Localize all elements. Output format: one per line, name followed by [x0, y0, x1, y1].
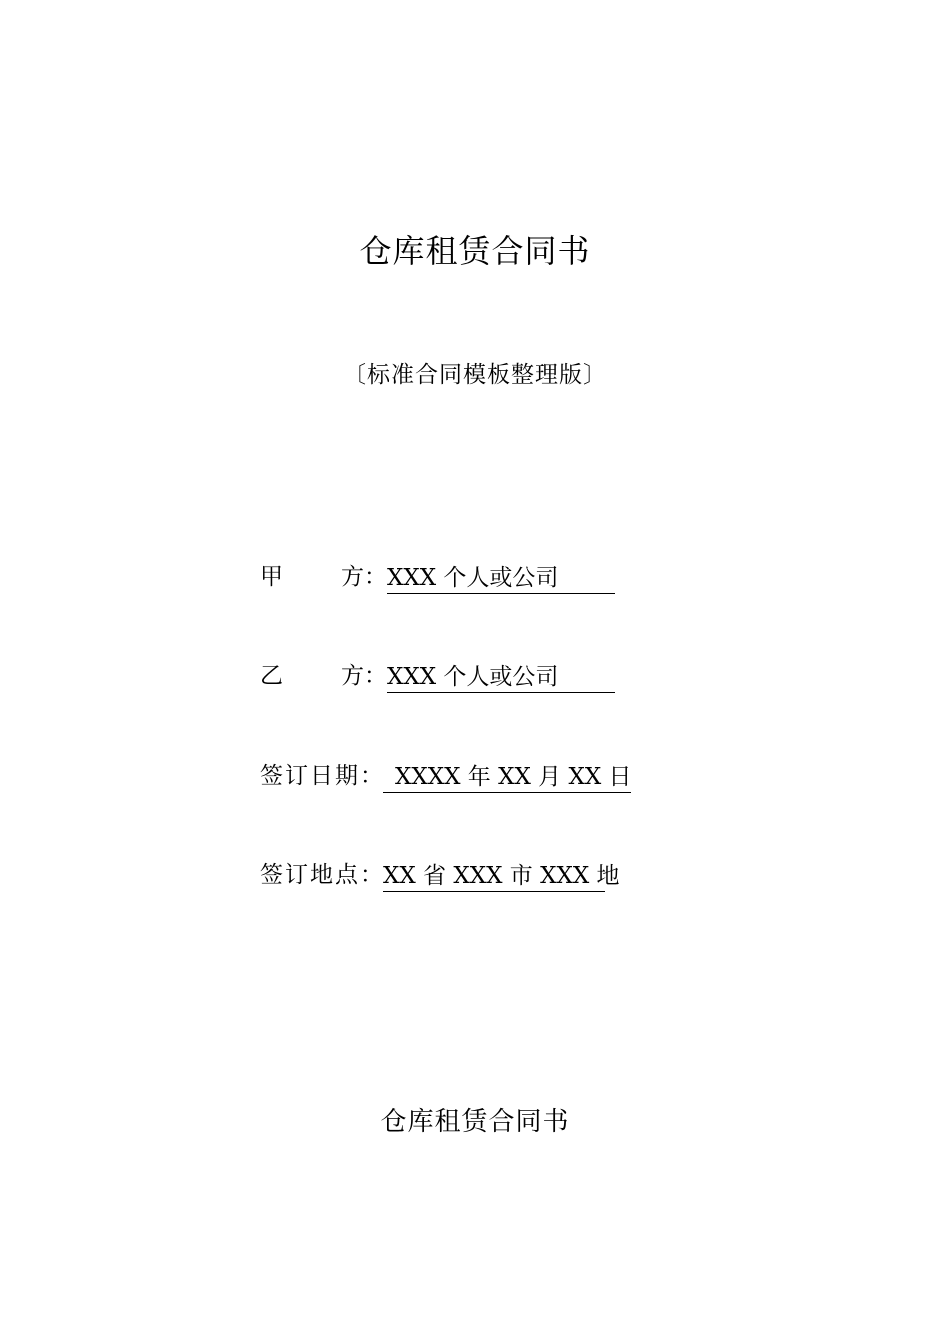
party-a-label-second: 方 — [341, 564, 364, 590]
second-page-title: 仓库租赁合同书 — [380, 1107, 570, 1137]
signing-place-colon: ： — [360, 862, 383, 888]
party-a-value: XXX 个人或公司 — [387, 563, 615, 594]
party-b-value: XXX 个人或公司 — [387, 662, 615, 693]
signing-date-label: 签订日期 — [260, 763, 360, 789]
signing-date-row — [260, 757, 631, 793]
signing-place-row — [260, 856, 620, 892]
party-a-colon: ： — [364, 564, 387, 590]
party-b-label-first: 乙 — [260, 663, 283, 689]
party-b-row — [260, 657, 615, 693]
party-b-label — [260, 659, 364, 693]
party-a-label-first: 甲 — [260, 564, 283, 590]
signing-date-colon: ： — [360, 763, 383, 789]
signing-place-label: 签订地点 — [260, 862, 360, 888]
document-title: 仓库租赁合同书 — [359, 232, 591, 270]
signing-place-value: XX 省 XXX 市 XXX 地 — [383, 861, 605, 892]
party-b-label-second: 方 — [341, 663, 364, 689]
party-a-row — [260, 558, 615, 594]
party-a-label — [260, 560, 364, 594]
document-subtitle: 〔标准合同模板整理版〕 — [343, 362, 607, 388]
signing-date-value: XXXX 年 XX 月 XX 日 — [383, 762, 631, 793]
party-b-colon: ： — [364, 663, 387, 689]
